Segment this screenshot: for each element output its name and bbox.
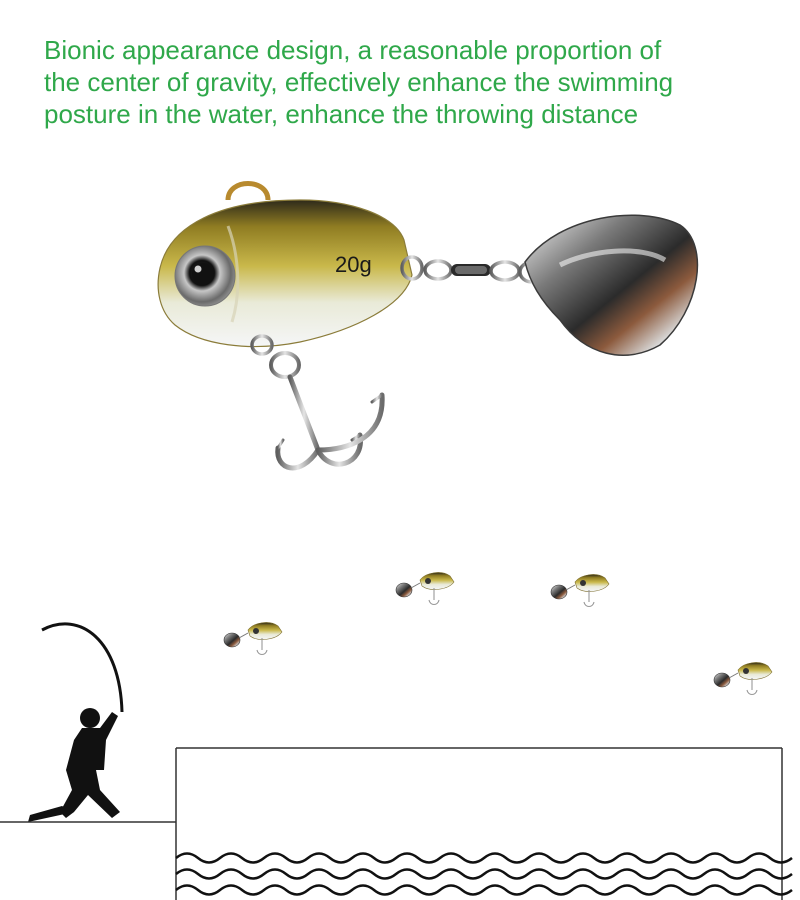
headline-line-3: posture in the water, enhance the throwing distance [44,99,639,129]
mini-lure-icon [551,575,609,607]
mini-lure-icon [396,573,454,605]
spinner-blade-icon [525,215,697,355]
casting-trajectory [224,573,772,695]
mini-lure-icon [714,663,772,695]
weight-label: 20g [335,252,372,277]
mini-lure-icon [224,623,282,655]
headline-line-2: the center of gravity, effectively enhance the swimming [44,67,674,97]
treble-hook-icon [271,353,382,468]
headline-line-1: Bionic appearance design, a reasonable proportion of [44,35,662,65]
wave-lines-icon [176,854,792,895]
spinner-lure-icon [158,184,544,355]
fisherman-silhouette-icon [28,624,122,822]
